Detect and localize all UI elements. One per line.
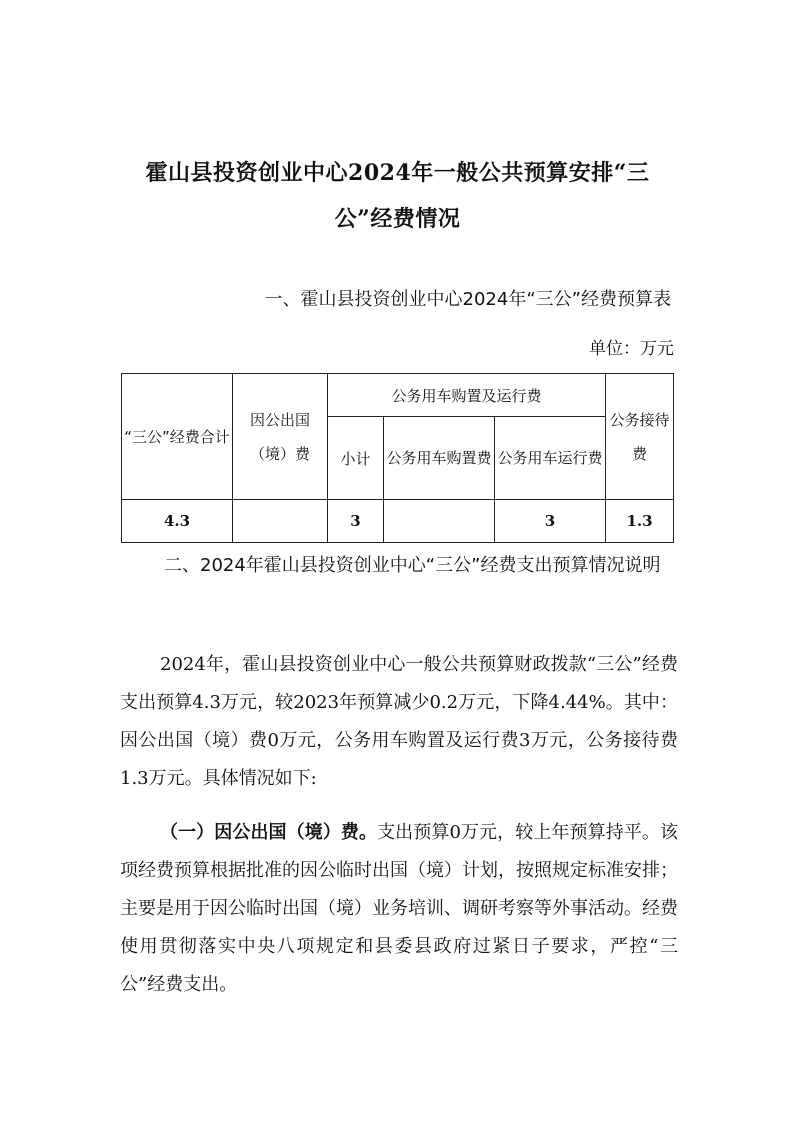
- value-vehicle-operation: 3: [495, 500, 606, 543]
- value-vehicle-purchase: [384, 500, 495, 543]
- table-row: [122, 500, 674, 543]
- paragraph-lead-heading: （一）因公出国（境）费。: [160, 822, 378, 843]
- header-vehicle-purchase: 公务用车购置费: [384, 417, 495, 500]
- document-title: 霍山县投资创业中心2024年一般公共预算安排“三公”经费情况: [145, 160, 650, 232]
- value-total: 4.3: [122, 500, 233, 543]
- paragraph-body: 支出预算0万元，较上年预算持平。该项经费预算根据批准的因公临时出国（境）计划，按照规定标准安排；主要是用于因公临时出国（境）业务培训、调研考察等外事活动。经费使用贯彻落实中央八项规定和县委县政府过紧日子要求，严控“三公”经费支出。: [120, 822, 678, 995]
- value-overseas: [233, 500, 328, 543]
- header-reception: 公务接待费: [606, 374, 674, 500]
- section-heading-budget-table: 一、霍山县投资创业中心2024年“三公”经费预算表: [264, 289, 671, 310]
- header-subtotal: 小计: [328, 417, 384, 500]
- paragraph-summary: 2024年，霍山县投资创业中心一般公共预算财政拨款“三公”经费支出预算4.3万元，较2023年预算减少0.2万元，下降4.44%。其中：因公出国（境）费0万元，公务用车购置及运行费3万元，公务接待费1.3万元。具体情况如下:: [120, 654, 678, 789]
- paragraph-overseas-expenses: [120, 814, 678, 1004]
- value-subtotal: 3: [328, 500, 384, 543]
- section-heading-explanation: 二、2024年霍山县投资创业中心“三公”经费支出预算情况说明: [164, 555, 661, 576]
- unit-label: 单位：万元: [589, 339, 674, 359]
- header-vehicle-operation: 公务用车运行费: [495, 417, 606, 500]
- header-total: “三公”经费合计: [122, 374, 233, 500]
- header-overseas: 因公出国（境）费: [233, 374, 328, 500]
- three-public-expenses-table: [121, 373, 674, 543]
- table-header-row-1: [122, 374, 674, 417]
- header-vehicle-group: 公务用车购置及运行费: [328, 374, 606, 417]
- value-reception: 1.3: [606, 500, 674, 543]
